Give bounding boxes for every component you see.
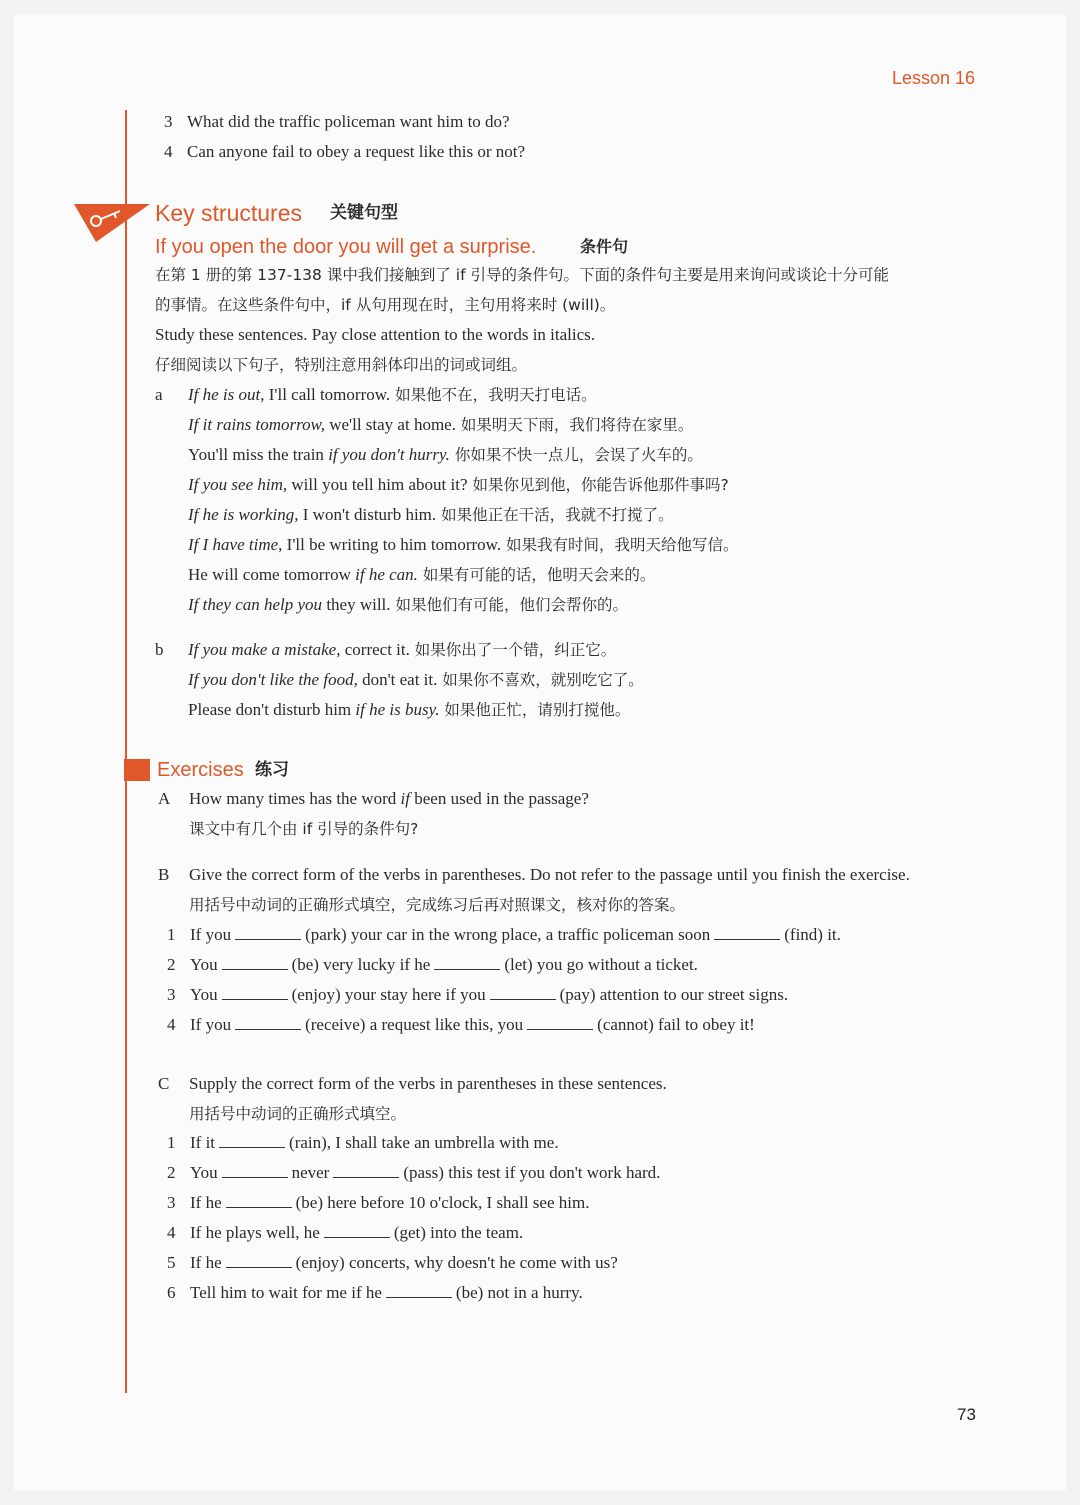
sentence-if-clause: If you don't like the food, — [188, 670, 358, 689]
exercise-c-instructions: Supply the correct form of the verbs in parentheses in these sentences. — [189, 1074, 667, 1093]
exercises-title-cn: 练习 — [255, 760, 289, 780]
item-text: If he plays well, he — [190, 1223, 320, 1242]
fill-in-item — [190, 984, 788, 1006]
sentence-if-clause: If he is out, — [188, 385, 265, 404]
example-sentence — [188, 504, 674, 526]
sentence-translation: 你如果不快一点儿，会误了火车的。 — [449, 446, 703, 464]
item-number: 3 — [167, 1193, 176, 1212]
answer-blank — [333, 1163, 399, 1178]
item-text: (be) not in a hurry. — [455, 1283, 583, 1302]
sentence-if-clause: If he is working, — [188, 505, 299, 524]
fill-in-item — [190, 1192, 589, 1214]
item-number: 3 — [167, 985, 176, 1004]
sentence-main: I'll be writing to him tomorrow. — [282, 535, 502, 554]
sentence-if-clause: If you make a mistake, — [188, 640, 341, 659]
question-text: Can anyone fail to obey a request like this or not? — [187, 142, 526, 161]
answer-blank — [434, 955, 500, 970]
answer-blank — [222, 1163, 288, 1178]
item-text: (let) you go without a ticket. — [504, 955, 698, 974]
sentence-main: Please don't disturb him — [188, 700, 356, 719]
group-b-label: b — [155, 640, 164, 659]
question-text: What did the traffic policeman want him to do? — [187, 112, 510, 131]
item-number: 2 — [167, 955, 176, 974]
fill-in-item — [190, 954, 698, 976]
item-text: If he — [190, 1253, 222, 1272]
sentence-if-clause: If they can help you — [188, 595, 323, 614]
example-sentence — [188, 564, 655, 586]
sentence-if-clause: If you see him, — [188, 475, 288, 494]
answer-blank — [235, 925, 301, 940]
sentence-main: I'll call tomorrow. — [264, 385, 391, 404]
sentence-if-clause: if you don't hurry. — [328, 445, 450, 464]
example-sentence — [188, 639, 616, 661]
answer-blank — [235, 1015, 301, 1030]
item-number: 1 — [167, 1133, 176, 1152]
item-number: 5 — [167, 1253, 176, 1272]
fill-in-item — [190, 1162, 660, 1184]
question-number: 4 — [164, 142, 173, 161]
intro-cn-line3: 仔细阅读以下句子，特别注意用斜体印出的词或词组。 — [155, 356, 528, 374]
answer-blank — [222, 985, 288, 1000]
sentence-translation: 如果有可能的话，他明天会来的。 — [417, 566, 656, 584]
sentence-main: don't eat it. — [357, 670, 438, 689]
item-text: (receive) a request like this, you — [305, 1015, 524, 1034]
key-structures-subtitle-cn: 条件句 — [580, 237, 629, 256]
sentence-if-clause: if he can. — [355, 565, 418, 584]
item-text: (pass) this test if you don't work hard. — [403, 1163, 661, 1182]
fill-in-item — [190, 924, 841, 946]
item-text: Tell him to wait for me if he — [190, 1283, 382, 1302]
sentence-translation: 如果你见到他，你能告诉他那件事吗? — [467, 476, 729, 494]
sentence-if-clause: If it rains tomorrow, — [188, 415, 325, 434]
key-structures-title: Key structures — [155, 200, 302, 226]
fill-in-item — [190, 1222, 523, 1244]
item-text: If he — [190, 1193, 222, 1212]
sentence-translation: 如果他正忙，请别打搅他。 — [439, 701, 631, 719]
key-icon — [74, 200, 152, 244]
fill-in-item — [190, 1132, 559, 1154]
question-number: 3 — [164, 112, 173, 131]
sentence-translation: 如果我有时间，我明天给他写信。 — [501, 536, 739, 554]
item-number: 2 — [167, 1163, 176, 1182]
item-text: (cannot) fail to obey it! — [597, 1015, 755, 1034]
intro-en: Study these sentences. Pay close attention to the words in italics. — [155, 325, 596, 344]
answer-blank — [324, 1223, 390, 1238]
item-number: 4 — [167, 1223, 176, 1242]
item-number: 6 — [167, 1283, 176, 1302]
example-sentence — [188, 669, 644, 691]
answer-blank — [219, 1133, 285, 1148]
exercises-title: Exercises — [157, 759, 244, 781]
item-text: You — [190, 1163, 218, 1182]
answer-blank — [714, 925, 780, 940]
answer-blank — [490, 985, 556, 1000]
item-text: (rain), I shall take an umbrella with me. — [289, 1133, 559, 1152]
item-number: 4 — [167, 1015, 176, 1034]
fill-in-item — [190, 1252, 618, 1274]
lesson-header: Lesson 16 — [892, 68, 976, 88]
sentence-translation: 如果他们有可能，他们会帮你的。 — [390, 596, 628, 614]
margin-rule — [125, 110, 127, 1393]
item-text: (find) it. — [784, 925, 841, 944]
sentence-main: He will come tomorrow — [188, 565, 356, 584]
item-text: (be) here before 10 o'clock, I shall see him. — [295, 1193, 590, 1212]
item-text: (pay) attention to our street signs. — [559, 985, 789, 1004]
example-sentence — [188, 699, 630, 721]
fill-in-item — [190, 1014, 755, 1036]
sentence-main: we'll stay at home. — [324, 415, 456, 434]
example-sentence — [188, 474, 729, 496]
item-text: (enjoy) your stay here if you — [291, 985, 486, 1004]
key-structures-title-cn: 关键句型 — [330, 203, 398, 223]
sentence-main: correct it. — [340, 640, 410, 659]
sentence-main: I won't disturb him. — [298, 505, 437, 524]
item-text: You — [190, 985, 218, 1004]
example-sentence — [188, 444, 703, 466]
sentence-translation: 如果你不喜欢，就别吃它了。 — [437, 671, 644, 689]
sentence-translation: 如果你出了一个错，纠正它。 — [409, 641, 617, 659]
exercise-a-label: A — [158, 789, 171, 808]
answer-blank — [527, 1015, 593, 1030]
intro-cn-line1: 在第 1 册的第 137-138 课中我们接触到了 if 引导的条件句。下面的条件句主要是用来询问或谈论十分可能 — [155, 266, 889, 284]
item-number: 1 — [167, 925, 176, 944]
sentence-translation: 如果他不在，我明天打电话。 — [390, 386, 597, 404]
exercise-b-instructions: Give the correct form of the verbs in parentheses. Do not refer to the passage until you finish the exercise. — [189, 865, 910, 884]
page-number: 73 — [957, 1405, 976, 1424]
item-text: If you — [190, 1015, 232, 1034]
item-text: (enjoy) concerts, why doesn't he come with us? — [295, 1253, 618, 1272]
sentence-main: they will. — [322, 595, 391, 614]
example-sentence — [188, 594, 628, 616]
answer-blank — [226, 1253, 292, 1268]
sentence-main: You'll miss the train — [188, 445, 329, 464]
example-sentence — [188, 534, 739, 556]
item-text: (be) very lucky if he — [291, 955, 431, 974]
item-text: If you — [190, 925, 232, 944]
item-text: You — [190, 955, 218, 974]
item-text: (park) your car in the wrong place, a traffic policeman soon — [305, 925, 711, 944]
item-text: (get) into the team. — [393, 1223, 524, 1242]
group-a-label: a — [155, 385, 163, 404]
exercise-b-label: B — [158, 865, 170, 884]
example-sentence — [188, 414, 693, 436]
intro-cn-line2: 的事情。在这些条件句中，if 从句用现在时，主句用将来时 (will)。 — [155, 296, 616, 314]
sentence-main: will you tell him about it? — [287, 475, 468, 494]
exercise-c-cn: 用括号中动词的正确形式填空。 — [189, 1105, 407, 1123]
exercise-b-cn: 用括号中动词的正确形式填空，完成练习后再对照课文，核对你的答案。 — [189, 896, 686, 914]
sentence-translation: 如果他正在干活，我就不打搅了。 — [436, 506, 674, 524]
sentence-if-clause: If I have time, — [188, 535, 283, 554]
answer-blank — [226, 1193, 292, 1208]
exercise-c-label: C — [158, 1074, 170, 1093]
exercise-a-text: How many times has the word if been used in the passage? — [189, 789, 589, 808]
answer-blank — [386, 1283, 452, 1298]
sentence-if-clause: if he is busy. — [355, 700, 440, 719]
key-structures-subtitle: If you open the door you will get a surprise. — [155, 236, 537, 258]
fill-in-item — [190, 1282, 583, 1304]
exercises-marker — [124, 759, 150, 781]
item-text: If it — [190, 1133, 216, 1152]
sentence-translation: 如果明天下雨，我们将待在家里。 — [455, 416, 694, 434]
exercise-a-cn: 课文中有几个由 if 引导的条件句? — [189, 820, 419, 838]
example-sentence — [188, 384, 597, 406]
item-text: never — [291, 1163, 330, 1182]
answer-blank — [222, 955, 288, 970]
